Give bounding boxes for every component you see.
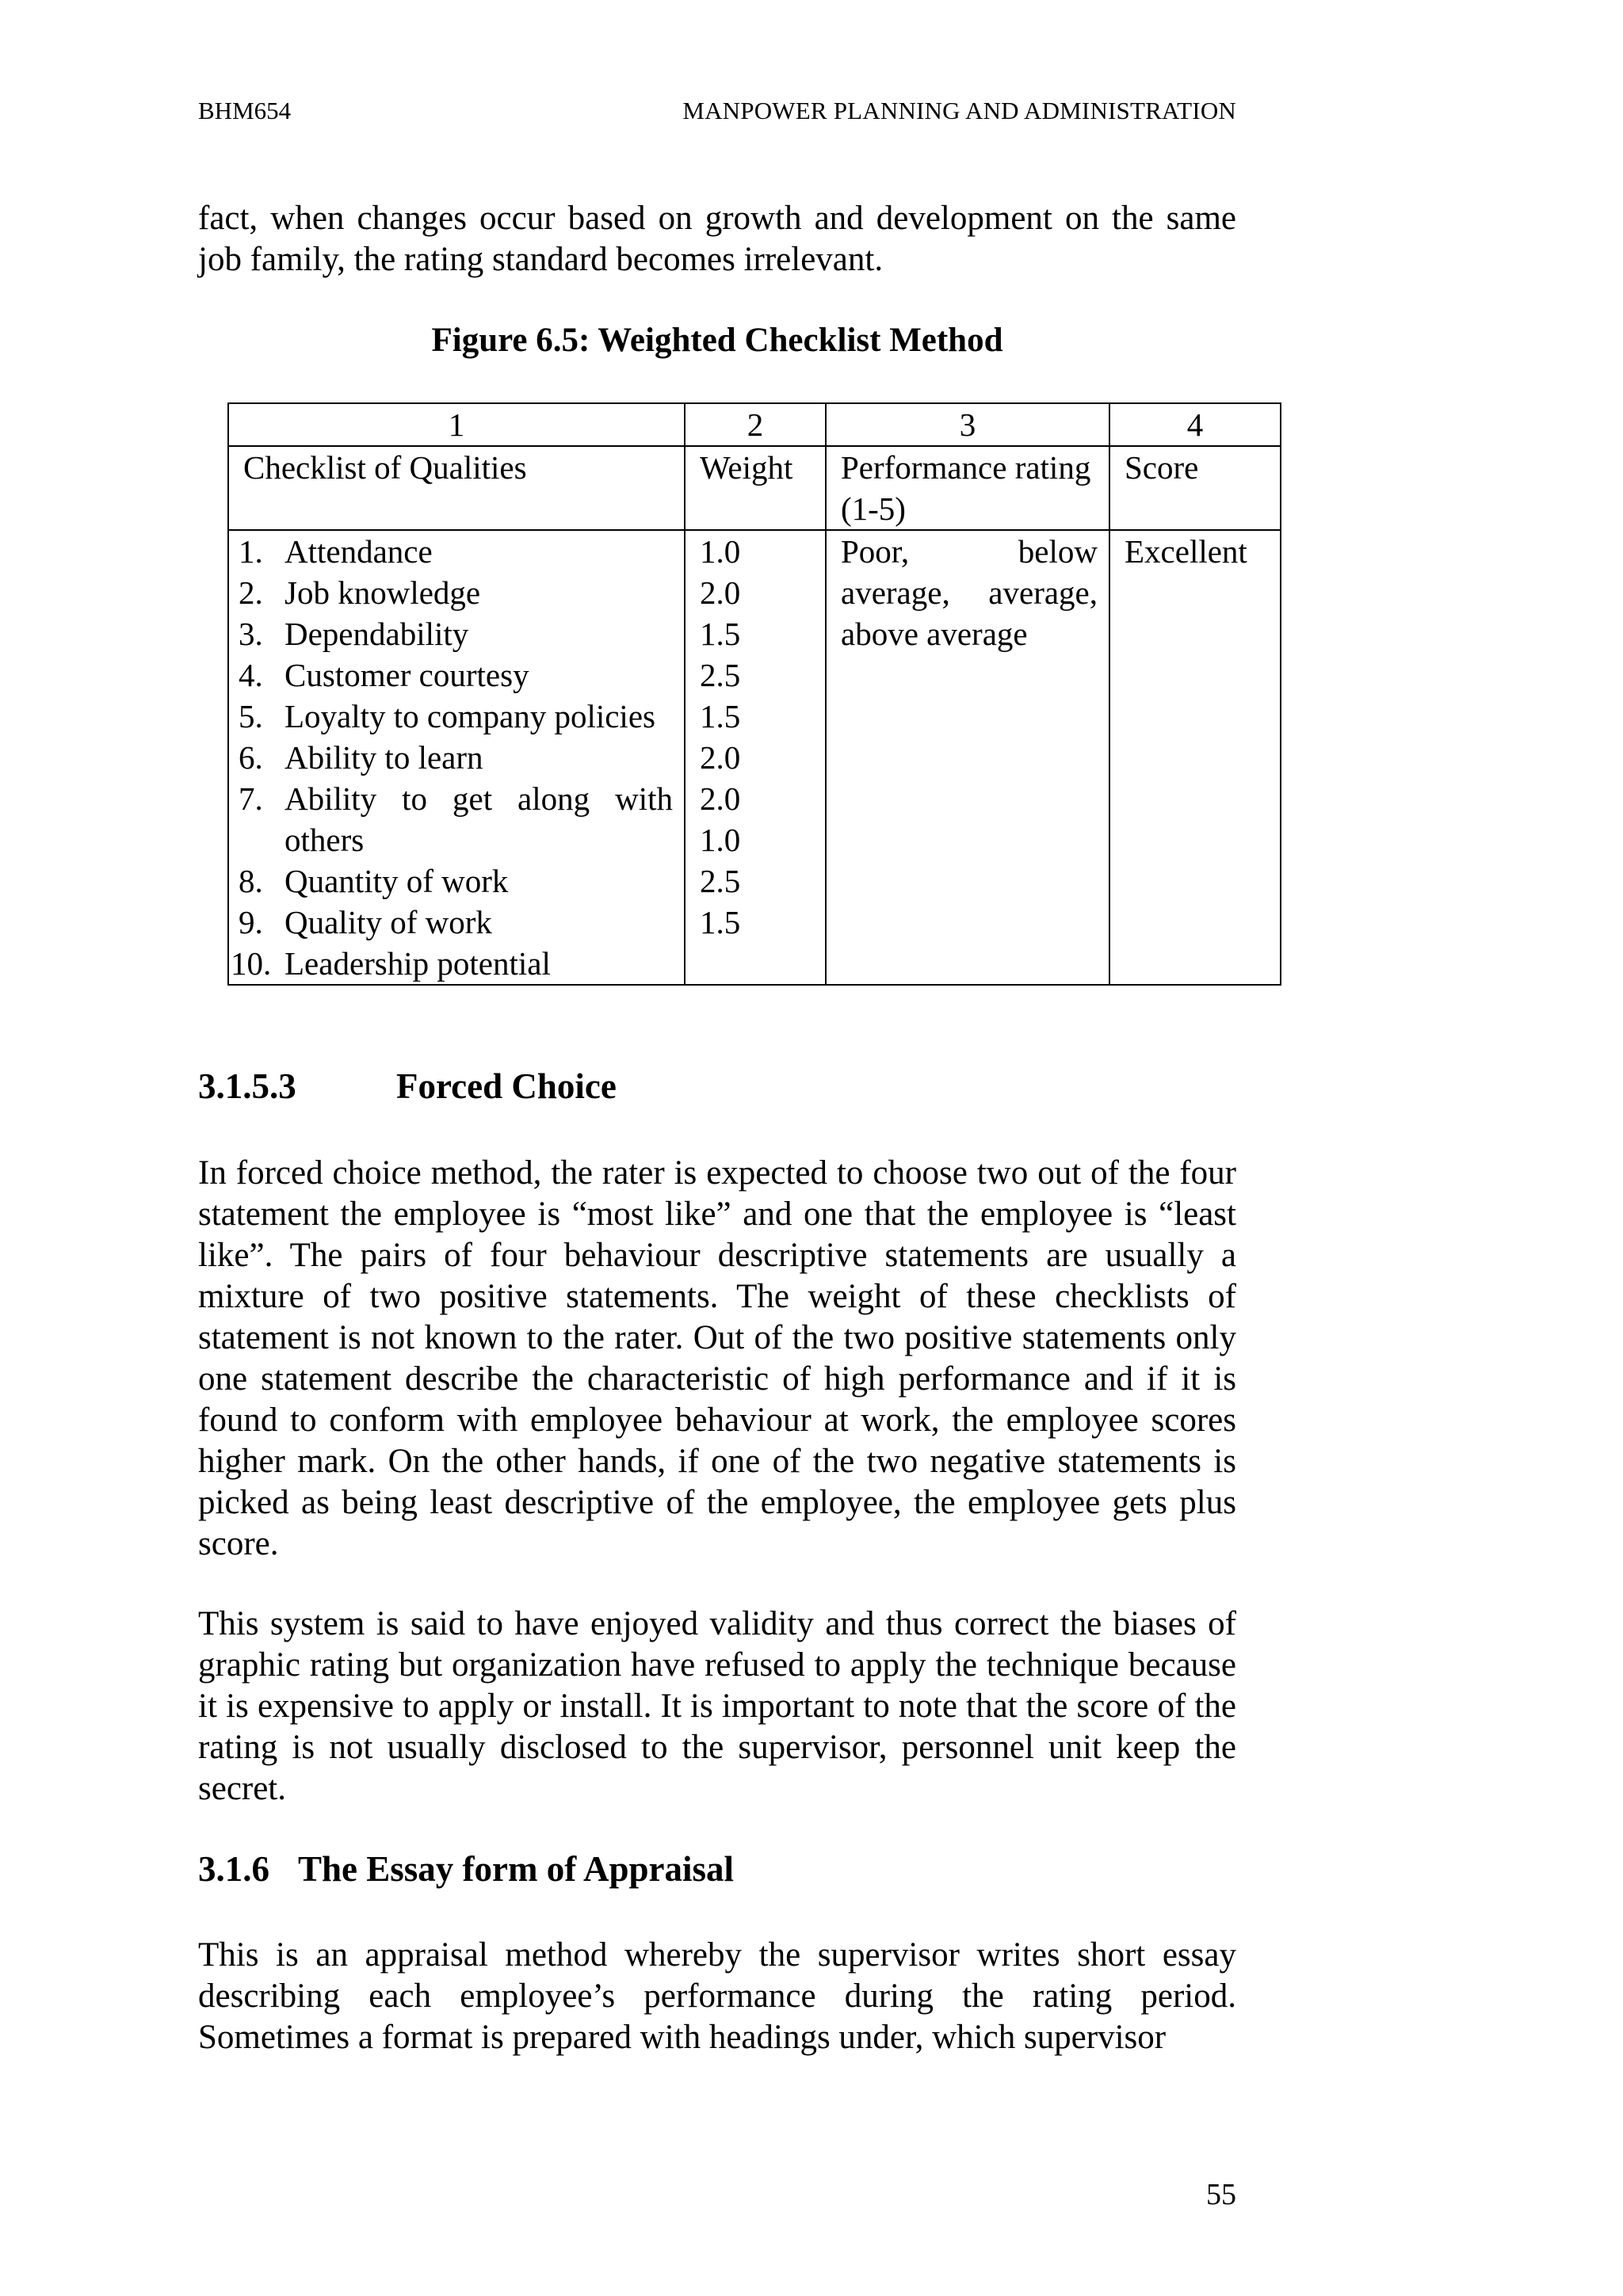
weighted-checklist-table bbox=[227, 402, 1281, 986]
intro-paragraph bbox=[198, 198, 1236, 280]
quality-text: Attendance bbox=[285, 533, 433, 570]
quality-text: Job knowledge bbox=[285, 574, 481, 611]
weight-value: 1.5 bbox=[700, 616, 741, 652]
weight-value: 1.5 bbox=[700, 698, 741, 734]
forced-choice-paragraph-1-text: In forced choice method, the rater is expected to choose two out of the four statement the employee is “most like” and one that the employee is “least like”. The pairs of four behaviour descriptive statements are usually a mixture of two positive statements. The weight of these checklists of statement is not known to the rater. Out of the two positive statements only one statement describe the characteristic of high performance and if it is found to conform with employee behaviour at work, the employee scores higher mark. On the other hands, if one of the two negative statements is picked as being least descriptive of the employee, the employee gets plus score. bbox=[198, 1154, 1236, 1562]
weight-value: 2.0 bbox=[700, 574, 741, 611]
quality-text: Quality of work bbox=[285, 904, 492, 940]
page-number: 55 bbox=[1206, 2178, 1236, 2211]
weight-value: 2.0 bbox=[700, 780, 741, 817]
forced-choice-paragraph-1 bbox=[198, 1153, 1236, 1565]
table-body-row bbox=[228, 530, 1281, 985]
list-item bbox=[239, 654, 673, 696]
quality-text: Ability to learn bbox=[285, 739, 483, 776]
figure-caption: Figure 6.5: Weighted Checklist Method bbox=[431, 322, 1003, 359]
essay-paragraph bbox=[198, 1935, 1236, 2058]
quality-text: Quantity of work bbox=[285, 863, 509, 899]
quality-number: 2. bbox=[239, 574, 263, 611]
performance-cell bbox=[826, 530, 1109, 985]
section-heading-essay bbox=[198, 1848, 734, 1890]
column-number-2: 2 bbox=[685, 403, 826, 446]
quality-number: 1. bbox=[239, 533, 263, 570]
column-number-1: 1 bbox=[228, 403, 685, 446]
performance-rating-text: Poor, below average, average, above average bbox=[841, 533, 1098, 652]
list-item bbox=[239, 860, 673, 902]
list-item bbox=[239, 613, 673, 654]
quality-number: 5. bbox=[239, 698, 263, 734]
weight-value: 2.0 bbox=[700, 739, 741, 776]
header-performance-rating: Performance rating (1-5) bbox=[826, 446, 1109, 530]
essay-paragraph-text: This is an appraisal method whereby the supervisor writes short essay describing each employee’s performance during the rating period. Sometimes a format is prepared with headings under, which supervisor bbox=[198, 1936, 1236, 2056]
quality-number: 10. bbox=[231, 945, 272, 982]
weight-value: 1.0 bbox=[700, 533, 741, 570]
quality-text: Dependability bbox=[285, 616, 469, 652]
forced-choice-paragraph-2 bbox=[198, 1604, 1236, 1810]
list-item bbox=[239, 778, 673, 860]
column-number-row bbox=[228, 403, 1281, 446]
quality-number: 7. bbox=[239, 780, 263, 817]
list-item bbox=[239, 572, 673, 613]
weight-value: 2.5 bbox=[700, 657, 741, 693]
list-item bbox=[239, 696, 673, 737]
intro-paragraph-text: fact, when changes occur based on growth and development on the same job family, the rating standard becomes irrelevant. bbox=[198, 200, 1236, 278]
quality-text: Ability to get along with others bbox=[285, 780, 673, 858]
list-item bbox=[231, 943, 673, 984]
section-title: The Essay form of Appraisal bbox=[298, 1849, 735, 1889]
score-text: Excellent bbox=[1125, 533, 1247, 570]
header-checklist-of-qualities: Checklist of Qualities bbox=[228, 446, 685, 530]
column-number-4: 4 bbox=[1109, 403, 1281, 446]
list-item bbox=[239, 737, 673, 778]
quality-text: Loyalty to company policies bbox=[285, 698, 655, 734]
quality-number: 4. bbox=[239, 657, 263, 693]
forced-choice-paragraph-2-text: This system is said to have enjoyed validity and thus correct the biases of graphic rating but organization have refused to apply the technique because it is expensive to apply or install. It is important to note that the score of the rating is not usually disclosed to the supervisor, personnel unit keep the secret. bbox=[198, 1605, 1236, 1807]
qualities-list bbox=[231, 531, 673, 984]
list-item bbox=[239, 531, 673, 572]
header-course-code: BHM654 bbox=[198, 97, 292, 124]
quality-number: 3. bbox=[239, 616, 263, 652]
header-score: Score bbox=[1109, 446, 1281, 530]
quality-text: Leadership potential bbox=[285, 945, 551, 982]
weight-value: 1.5 bbox=[700, 904, 741, 940]
section-heading-forced-choice bbox=[198, 1066, 617, 1107]
weights-cell bbox=[685, 530, 826, 985]
quality-text: Customer courtesy bbox=[285, 657, 529, 693]
header-weight: Weight bbox=[685, 446, 826, 530]
list-item bbox=[239, 902, 673, 943]
column-number-3: 3 bbox=[826, 403, 1109, 446]
section-number: 3.1.5.3 bbox=[198, 1066, 296, 1106]
score-cell bbox=[1109, 530, 1281, 985]
weight-value: 2.5 bbox=[700, 863, 741, 899]
quality-number: 9. bbox=[239, 904, 263, 940]
weight-value: 1.0 bbox=[700, 822, 741, 858]
header-course-title: MANPOWER PLANNING AND ADMINISTRATION bbox=[682, 97, 1236, 124]
quality-number: 8. bbox=[239, 863, 263, 899]
qualities-cell bbox=[228, 530, 685, 985]
quality-number: 6. bbox=[239, 739, 263, 776]
section-number: 3.1.6 bbox=[198, 1849, 269, 1889]
section-title: Forced Choice bbox=[396, 1066, 617, 1106]
column-header-row bbox=[228, 446, 1281, 530]
